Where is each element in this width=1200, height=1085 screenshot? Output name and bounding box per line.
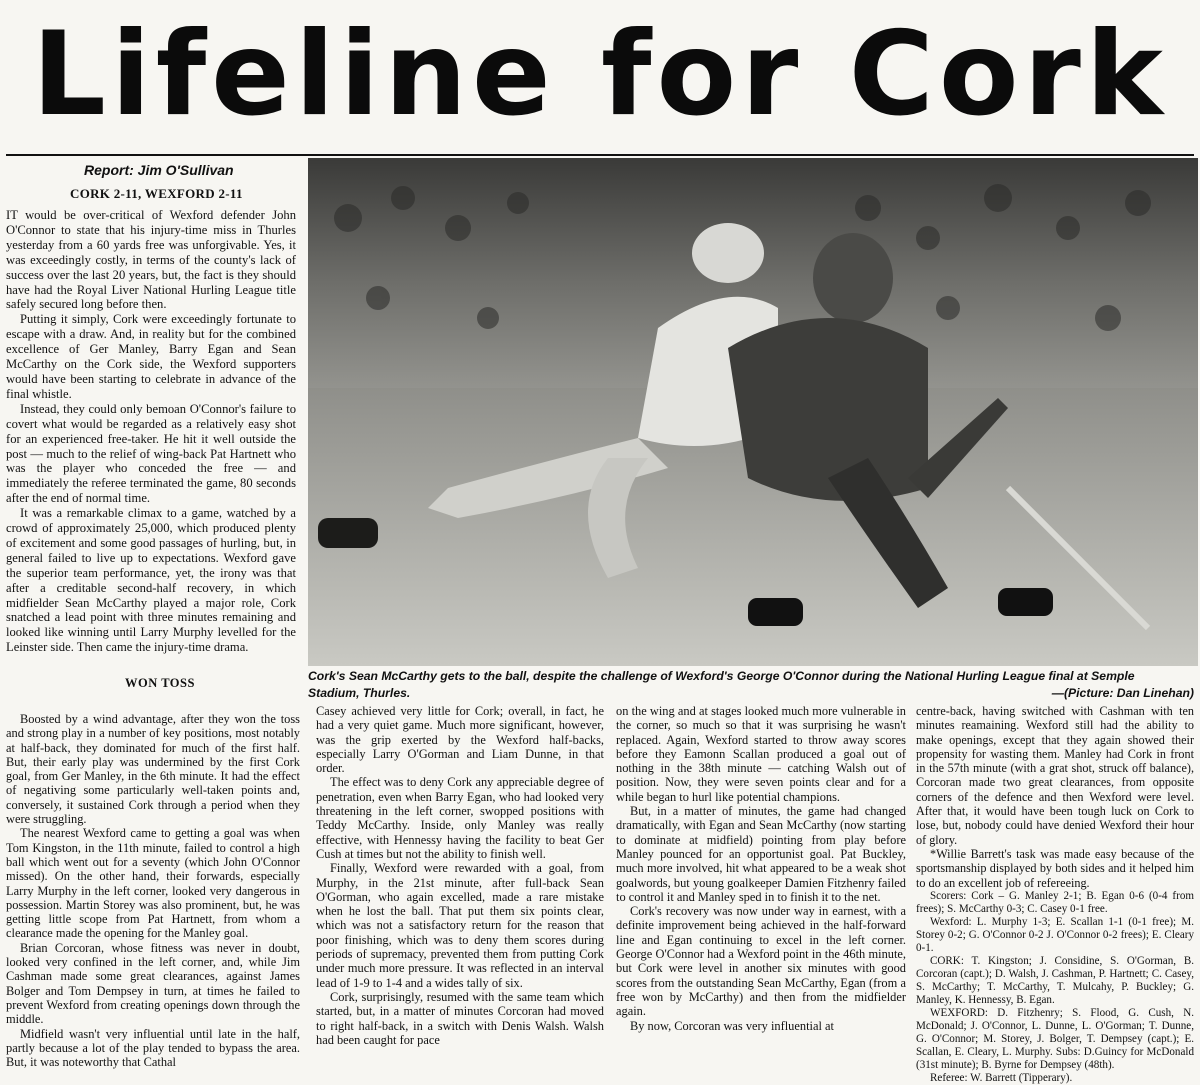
column-paragraph: centre-back, having switched with Cashman with ten minutes reamaining. Wexford still had the ability to make openings, except that they again showed their propensity for wasting them. Manley had Cork in front in the 57th minute (with a grat shot, struck off balance), Corcoran made two great clearances, from opposite corners of the defence and then Wexford were level. After that, it would have been tough luck on Cork to lose, but, nobody could have denied Wexford their hour of glory. — [916, 704, 1194, 847]
match-photo — [308, 158, 1198, 666]
column-paragraph: Brian Corcoran, whose fitness was never in doubt, looked very confined in the left corner, and, while Jim Cashman made some great clearances, against James Bolger and Tom Dempsey in turn, at times he failed to prevent Wexford from creating openings down through the middle. — [6, 940, 300, 1027]
column-paragraph: Boosted by a wind advantage, after they won the toss and strong play in a number of key positions, most notably at half-back, they dominated for much of the first half. But, their early play was undermined by the first Cork goal, from Ger Manley, in the 6th minute. It had the effect of negativing some particularly well-taken points and, conversely, it sustained Cork through a period when they were struggling. — [6, 712, 300, 827]
column-paragraph: Finally, Wexford were rewarded with a goal, from Murphy, in the 21st minute, after full-back Sean O'Gorman, who again excelled, made a rare mistake when he lost the ball. That put them six points clear, which was not a satisfactory return for the reason that poor finishing, which was to deny them scores during periods of supremacy, prevented them from putting Cork under much more pressure. It was reflected in an interval lead of 1-9 to 1-4 and a wides tally of six. — [316, 861, 604, 990]
column-paragraph: *Willie Barrett's task was made easy because of the sportsmanship displayed by both sides and it helped him to do an excellent job of refereeing. — [916, 846, 1194, 890]
column-paragraph: Midfield wasn't very influential until late in the half, partly because a lot of the play tended to bypass the area. But, it was noteworthy that Cathal — [6, 1026, 300, 1070]
scorers-wexford: Wexford: L. Murphy 1-3; E. Scallan 1-1 (0-1 free); M. Storey 0-2; G. O'Connor 0-2 J. O'Connor 0-2 frees); E. Cleary 0-1. — [916, 915, 1194, 954]
article-column-1 — [6, 712, 300, 1070]
column-paragraph: The nearest Wexford came to getting a goal was when Tom Kingston, in the 11th minute, failed to control a high ball which went out for a seventy (which John O'Connor missed). On the other hand, their forwards, especially Larry Murphy in the left corner, looked very dangerous in possession. Martin Storey was also prominent, but, he was getting little scope from Pat Hartnett, from whom a clearance made the opening for the Manley goal. — [6, 826, 300, 941]
byline-report: Report: Jim O'Sullivan — [84, 162, 234, 178]
intro-paragraph: IT would be over-critical of Wexford defender John O'Connor to state that his injury-time miss in Thurles yesterday from a 60 yards free was unforgivable. Yes, it was exceedingly costly, in terms of the county's lack of success over the last 20 years, but, the fact is they should have had the Royal Liver National Hurling League title safely secured long before then. — [6, 208, 296, 312]
photo-caption — [308, 668, 1198, 702]
intro-paragraph: It was a remarkable climax to a game, watched by a crowd of approximately 25,000, which produced plenty of excitement and some good passages of hurling, but, in general failed to live up to expectations. Wexford gave the superior team performance, yet, the irony was that after a creditable second-half recovery, in which midfielder Sean McCarthy played a major role, Cork snatched a lead point with three minutes remaining and looked like winning until Larry Murphy levelled for the Leinster side. Then came the injury-time drama. — [6, 506, 296, 655]
subhead-won-toss: WON TOSS — [125, 676, 195, 690]
match-score: CORK 2-11, WEXFORD 2-11 — [70, 186, 243, 201]
caption-line-1: Cork's Sean McCarthy gets to the ball, despite the challenge of Wexford's George O'Connor during the National Hurling League final at Semple — [308, 669, 1135, 683]
scorers-cork: Scorers: Cork – G. Manley 2-1; B. Egan 0-6 (0-4 from frees); S. McCarthy 0-3; C. Casey 0-1 free. — [916, 889, 1194, 915]
column-paragraph: on the wing and at stages looked much more vulnerable in the corner, so much so that it was surprising he wasn't replaced. Again, Wexford started to throw away scores before they Eamonn Scallan produced a goal out of nothing in the 38th minute — catching Walsh out of position. Now, they were seven points clear and for a while began to hurl like potential champions. — [616, 704, 906, 804]
article-column-2 — [316, 704, 604, 1070]
column-paragraph: By now, Corcoran was very influential at — [630, 1018, 834, 1033]
photo-credit: —(Picture: Dan Linehan) — [1051, 686, 1194, 700]
headline: Lifeline for Cork — [32, 7, 1168, 142]
article-column-4 — [916, 704, 1194, 1084]
hurling-players-photo — [308, 158, 1198, 666]
team-cork: CORK: T. Kingston; J. Considine, S. O'Gorman, B. Corcoran (capt.); D. Walsh, J. Cashman, P. Hartnett; C. Casey, S. McCarthy; T. McCarthy, T. Mulcahy, P. Buckley; G. Manley, K. Hennessy, B. Egan. — [916, 954, 1194, 1006]
referee: Referee: W. Barrett (Tipperary). — [930, 1071, 1073, 1084]
column-paragraph: Casey achieved very little for Cork; overall, in fact, he had a very quiet game. Much more significant, however, was the grip exerted by the Wexford half-backs, especially Larry O'Gorman and Liam Dunne, in that order. — [316, 704, 604, 776]
column-paragraph: Cork's recovery was now under way in earnest, with a definite improvement being achieved in the half-forward line and Egan continuing to excel in the left corner. George O'Connor had a Wexford point in the 46th minute, but Cork were level in another six minutes with good scores from the outstanding Sean McCarthy, Egan (from a free won by McCarthy) and then from the midfielder again. — [616, 904, 906, 1019]
headline-rule — [6, 154, 1194, 156]
column-paragraph: But, in a matter of minutes, the game had changed dramatically, with Egan and Sean McCarthy (now starting to dominate at midfield) pointing from play before Manley pounced for an opportunist goal. Pat Buckley, much more involved, hit what appeared to be a weak shot goalwords, but young goalkeeper Damien Fitzhenry failed to control it and Manley sped in to finish it to the net. — [616, 804, 906, 904]
intro-paragraph: Instead, they could only bemoan O'Connor's failure to covert what would be regarded as a relatively easy shot for an experienced free-taker. He hit it well outside the post — much to the relief of wing-back Pat Hartnett who was the player who conceded the free — and immediately the referee terminated the game, 80 seconds after the end of normal time. — [6, 401, 296, 506]
intro-column — [6, 208, 296, 658]
column-paragraph: Cork, surprisingly, resumed with the same team which started, but, in a matter of minutes Corcoran had moved to right half-back, in a switch with Denis Walsh. Walsh had been caught for pace — [316, 989, 604, 1047]
intro-paragraph: Putting it simply, Cork were exceedingly fortunate to escape with a draw. And, in reality but for the combined excellence of Ger Manley, Barry Egan and Sean McCarthy on the Cork side, the Wexford supporters would have been starting to celebrate in advance of the final whistle. — [6, 312, 296, 401]
team-wexford: WEXFORD: D. Fitzhenry; S. Flood, G. Cush, N. McDonald; J. O'Connor, L. Dunne, L. O'Gorman; T. Dunne, G. O'Connor; M. Storey, J. Bolger, T. Dempsey (capt.); E. Scallan, E. Cleary, L. Murphy. Subs: D.Guincy for McDonald (31st minute); B. Byrne for Dempsey (48th). — [916, 1006, 1194, 1071]
article-column-3 — [616, 704, 906, 1070]
column-paragraph: The effect was to deny Cork any appreciable degree of penetration, even when Barry Egan, who had looked very threatening in the left corner, swopped positions with Teddy McCarthy. Inside, only Manley was really effective, with Hennessy having the facility to beat Ger Cush at times but not the ability to finish well. — [316, 775, 604, 861]
caption-line-2: Stadium, Thurles. — [308, 686, 411, 700]
